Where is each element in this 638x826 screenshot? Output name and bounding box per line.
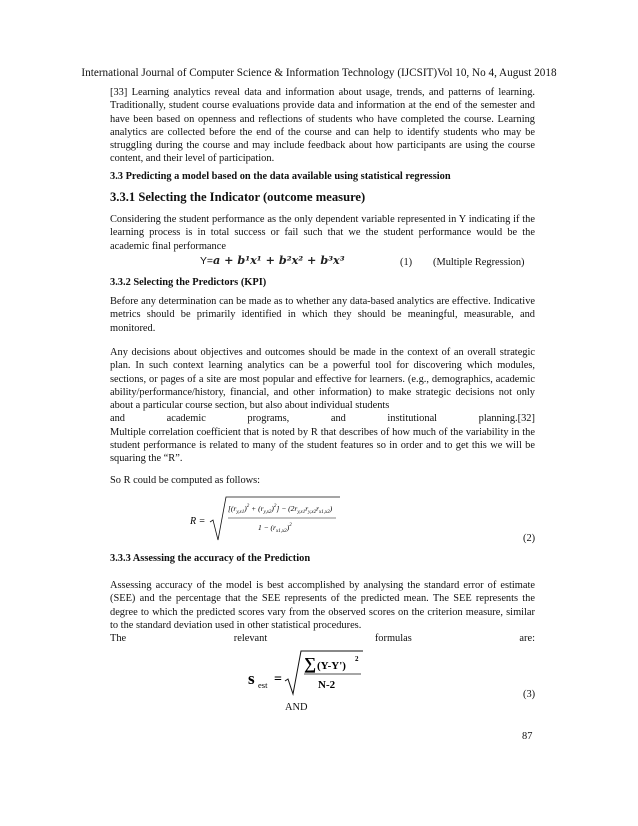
section-3-3-2-paragraph-1-text: Before any determination can be made as to whether any data-based analytics are effective. Indicative metrics should be primarily identified in which they should be meaningful, measurable, and monitored. <box>110 296 535 334</box>
equation-1-rhs: a + b¹x¹ + b²x² + b³x³ <box>213 253 345 267</box>
see-formula <box>248 648 368 698</box>
equation-3-number: (3) <box>523 689 536 700</box>
section-3-3-1-paragraph <box>110 213 535 253</box>
section-3-3-2-paragraph-1 <box>110 295 535 335</box>
section-3-3-3-paragraph-last-line <box>110 632 535 645</box>
section-3-3-3-heading: 3.3.3 Assessing the accuracy of the Prediction <box>110 553 311 564</box>
section-3-3-3-paragraph-text: Assessing accuracy of the model is best accomplished by analysing the standard error of estimate (SEE) and the percentage that the SEE represents of the predicted mean. The SEE represents the degree to which the predicted scores vary from the observed scores on the criterion measure, similar to the standard deviation used in other statistical procedures. <box>110 580 535 631</box>
r-formula-numerator: $[(r_{y,x1})^2 + (r_{y,x2})^2] - (2r_{y,x1}r_{y,x2}r_{x1,x2})$ <box>228 504 333 515</box>
intro-paragraph-text: [33] Learning analytics reveal data and information about usage, trends, and patterns of learning. Traditionally, student course evaluations provide data and information at the end of the semester and have been based on openness and reflections of students who have completed the course. Learning analytics are collected before the end of the course and can help to identify students who may be struggling during the course and may include feedback about how participants are using the course content, and their level of participation. <box>110 87 535 165</box>
page-number: 87 <box>522 731 533 742</box>
last-line-word: and <box>110 413 126 425</box>
last-line-word: academic <box>166 413 206 425</box>
sigma-icon: ∑ <box>304 654 317 673</box>
and-text: AND <box>285 702 308 713</box>
r-intro: So R could be computed as follows: <box>110 475 261 486</box>
equation-1 <box>200 251 345 269</box>
section-3-3-2-paragraph-2-text: Any decisions about objectives and outcomes should be made in the context of an overall strategic plan. In such context learning analytics can be a powerful tool for discovering which modules, sections, or pages of a site are most popular and effective for learners. (e.g., demographics, academic ability/performance/history, financial, and other information) to make strategic decisions not only about a particular course section, but also about individual students <box>110 347 535 412</box>
journal-header: International Journal of Computer Science & Information Technology (IJCSIT)Vol 10, No 4, August 2018 <box>81 67 557 79</box>
section-3-3-1-heading: 3.3.1 Selecting the Indicator (outcome measure) <box>110 190 366 204</box>
section-3-3-3-paragraph <box>110 579 535 645</box>
r-formula-lhs: R = <box>190 516 206 527</box>
r-formula-denominator: $1 - (r_{x1,x2})^2$ <box>258 523 292 534</box>
section-3-3-1-paragraph-text: Considering the student performance as the only dependent variable represented in Y indicating if the learning process is in total success or fail such that we the student performance would be the academic final performance <box>110 214 535 252</box>
section-3-3-heading: 3.3 Predicting a model based on the data available using statistical regression <box>110 171 451 182</box>
see-numerator: (Y-Y') <box>317 660 346 672</box>
section-3-3-2-paragraph-2-last-line <box>110 412 535 425</box>
last-line-word: planning.[32] <box>478 413 535 425</box>
see-lhs-s <box>248 669 255 688</box>
equation-2-number: (2) <box>523 533 536 544</box>
see-lhs-s-text: s <box>248 669 255 688</box>
last-line-word: are: <box>519 633 535 645</box>
equation-1-label: (Multiple Regression) <box>433 257 525 268</box>
see-equals: = <box>274 672 282 687</box>
equation-1-number: (1) <box>400 257 413 268</box>
last-line-word: relevant <box>233 633 268 645</box>
equation-1-lhs: Y= <box>200 256 213 267</box>
last-line-word: formulas <box>374 633 412 645</box>
see-exponent: 2 <box>355 655 359 663</box>
intro-paragraph <box>110 86 535 166</box>
r-formula <box>190 494 350 546</box>
section-3-3-2-heading: 3.3.2 Selecting the Predictors (KPI) <box>110 277 267 288</box>
last-line-word: programs, <box>247 413 290 425</box>
section-3-3-2-paragraph-3-text: Multiple correlation coefficient that is noted by R that describes of how much of the variability in the student performance is related to many of the student features so in order and to get this we will be squaring the “R”. <box>110 426 535 465</box>
last-line-word: and <box>330 413 346 425</box>
section-3-3-2-paragraph-2 <box>110 346 535 466</box>
last-line-word: institutional <box>387 413 438 425</box>
see-denominator: N-2 <box>318 679 336 691</box>
last-line-word: The <box>110 633 127 645</box>
see-lhs-sub: est <box>258 680 268 690</box>
